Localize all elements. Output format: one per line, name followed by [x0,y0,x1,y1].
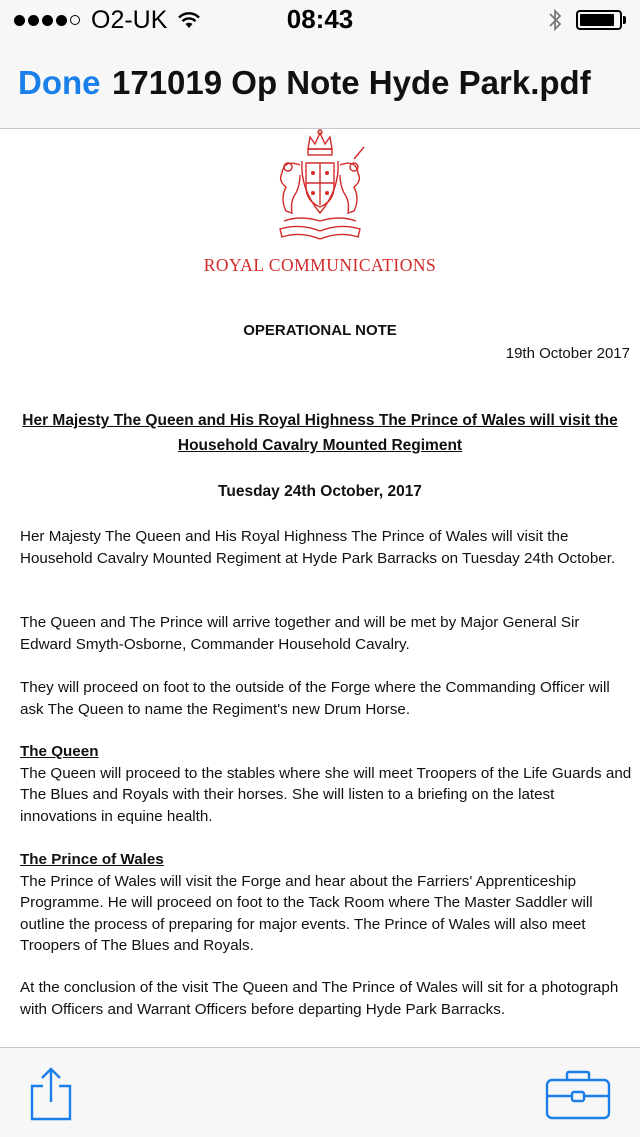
section-queen [20,741,632,827]
bluetooth-icon [548,8,562,32]
paragraph-forge: They will proceed on foot to the outside of the Forge where the Commanding Officer will ask The Queen to name the Regiment's new Drum Horse. [20,679,610,718]
issue-date: 19th October 2017 [505,345,630,362]
section-prince [20,849,632,957]
navigation-bar [0,40,640,129]
battery-tip [623,16,626,24]
note-type-heading: OPERATIONAL NOTE [243,322,397,339]
paragraph-arrival: The Queen and The Prince will arrive together and will be met by Major General Sir Edward Smyth-Osborne, Commander Household Cavalry. [20,614,580,653]
clock: 08:43 [286,4,354,34]
event-date: Tuesday 24th October, 2017 [218,483,422,500]
done-button[interactable]: Done [18,64,101,101]
royal-coat-of-arms-icon [270,129,370,241]
status-right [548,8,626,32]
status-bar [0,0,640,40]
paragraph-intro: Her Majesty The Queen and His Royal Highness The Prince of Wales will visit the Household Cavalry Mounted Regiment at Hyde Park Barracks on Tuesday 24th October. [20,528,616,567]
document-title: 171019 Op Note Hyde Park.pdf [112,64,591,101]
carrier-name: O2-UK [91,5,168,34]
letterhead: ROYAL COMMUNICATIONS [203,255,437,275]
pdf-document-view[interactable] [0,129,640,1047]
bottom-toolbar [0,1047,640,1137]
section-heading-queen: The Queen [20,743,99,760]
document-headline: Her Majesty The Queen and His Royal Highness The Prince of Wales will visit the Household Cavalry Mounted Regiment [22,412,618,454]
section-heading-prince: The Prince of Wales [20,851,164,868]
battery-fill [580,14,614,26]
section-text-prince: The Prince of Wales will visit the Forge and hear about the Farriers' Apprenticeship Programme. He will proceed on foot to the Tack Room where The Master Saddler will outline the process of preparing for major events. The Prince of Wales will also meet Troopers of The Blues and Royals. [20,872,593,954]
toolbox-icon[interactable] [545,1070,611,1120]
share-icon[interactable] [28,1066,74,1122]
battery-icon [576,10,622,30]
section-text-queen: The Queen will proceed to the stables where she will meet Troopers of the Life Guards and The Blues and Royals with their horses. She will listen to a briefing on the latest innovations in equine health. [20,764,632,825]
paragraph-conclusion: At the conclusion of the visit The Queen and The Prince of Wales will sit for a photograph with Officers and Warrant Officers before departing Hyde Park Barracks. [20,979,619,1018]
